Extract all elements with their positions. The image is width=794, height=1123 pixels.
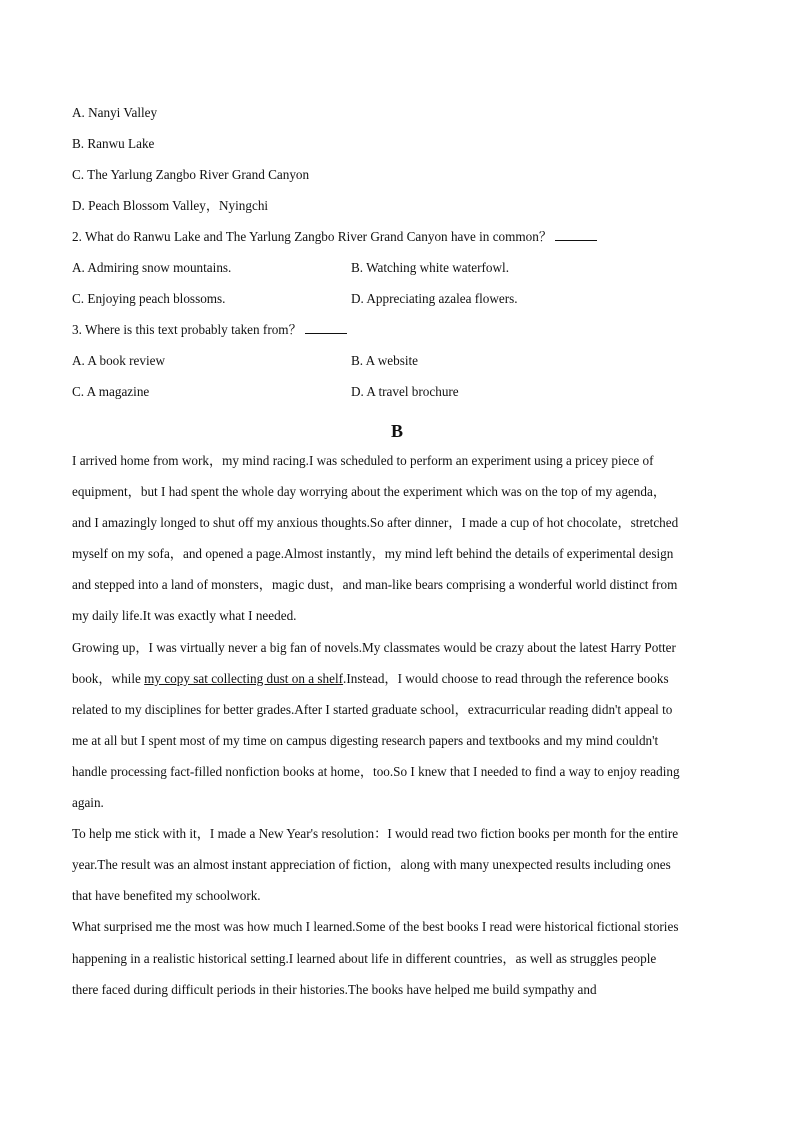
options-row (72, 287, 722, 318)
option-c: C. A magazine (72, 384, 150, 399)
option-b: B. Watching white waterfowl. (351, 260, 510, 275)
passage-line: Growing up，I was virtually never a big fan of novels.My classmates would be crazy about the latest Harry Potter (72, 639, 676, 655)
passage-line: What surprised me the most was how much I learned.Some of the best books I read were historical fictional stories (72, 919, 679, 935)
paragraph-2 (72, 636, 722, 823)
option-a: A. A book review (72, 353, 166, 368)
passage-line: I arrived home from work，my mind racing.I was scheduled to perform an experiment using a pricey piece of (72, 453, 654, 468)
option-a: A. Nanyi Valley (72, 105, 158, 120)
options-row (72, 256, 722, 287)
passage-line: my daily life.It was exactly what I needed. (72, 608, 297, 624)
section-title: B (390, 421, 403, 441)
passage-line: and stepped into a land of monsters，magic dust，and man-like bears comprising a wonderful world distinct from (72, 577, 678, 593)
passage-line: me at all but I spent most of my time on campus digesting research papers and textbooks and my mind couldn't (72, 732, 659, 748)
passage-line (72, 667, 722, 698)
question-1-options (72, 101, 722, 225)
passage-line: and I amazingly longed to shut off my anxious thoughts.So after dinner，I made a cup of hot chocolate，stretched (72, 515, 679, 531)
passage-line: year.The result was an almost instant appreciation of fiction，along with many unexpected results including ones (72, 857, 671, 873)
paragraph-4 (72, 915, 722, 1008)
paragraph-1 (72, 449, 722, 636)
option-b: B. A website (351, 353, 419, 368)
answer-blank (305, 321, 347, 334)
underlined-phrase: my copy sat collecting dust on a shelf (144, 670, 344, 686)
paragraph-3 (72, 822, 722, 915)
passage-line: To help me stick with it，I made a New Year's resolution：I would read two fiction books per month for the entire (72, 826, 679, 842)
options-row (72, 380, 722, 411)
passage-line: again. (72, 795, 104, 811)
question-stem-text: 3. Where is this text probably taken from？ (72, 322, 302, 337)
question-stem (72, 225, 722, 256)
passage-line: happening in a realistic historical setting.I learned about life in different countries，as well as struggles people (72, 950, 657, 966)
passage-line: that have benefited my schoolwork. (72, 888, 261, 904)
exam-page (72, 101, 722, 1009)
passage (72, 449, 722, 1009)
passage-line: equipment，but I had spent the whole day worrying about the experiment which was on the top of my agenda， (72, 484, 667, 500)
option-b: B. Ranwu Lake (72, 136, 155, 151)
option-d: D. Peach Blossom Valley，Nyingchi (72, 198, 269, 213)
question-3 (72, 318, 722, 411)
option-c: C. Enjoying peach blossoms. (72, 291, 226, 306)
line-text: .Instead，I would choose to read through the reference books (343, 670, 669, 686)
passage-line: related to my disciplines for better grades.After I started graduate school，extracurricular reading didn't appeal to (72, 701, 673, 717)
question-2 (72, 225, 722, 318)
answer-blank (555, 228, 597, 241)
line-text: book，while (72, 670, 145, 686)
option-d: D. Appreciating azalea flowers. (351, 291, 518, 306)
option-a: A. Admiring snow mountains. (72, 260, 232, 275)
question-stem-text: 2. What do Ranwu Lake and The Yarlung Zangbo River Grand Canyon have in common？ (72, 229, 553, 244)
passage-line: myself on my sofa，and opened a page.Almost instantly，my mind left behind the details of experimental design (72, 546, 674, 562)
passage-line: handle processing fact-filled nonfiction books at home，too.So I knew that I needed to find a way to enjoy reading (72, 763, 680, 779)
passage-line: there faced during difficult periods in their histories.The books have helped me build sympathy and (72, 981, 597, 997)
option-d: D. A travel brochure (351, 384, 459, 399)
question-stem (72, 318, 722, 349)
option-c: C. The Yarlung Zangbo River Grand Canyon (72, 167, 310, 182)
options-row (72, 349, 722, 380)
